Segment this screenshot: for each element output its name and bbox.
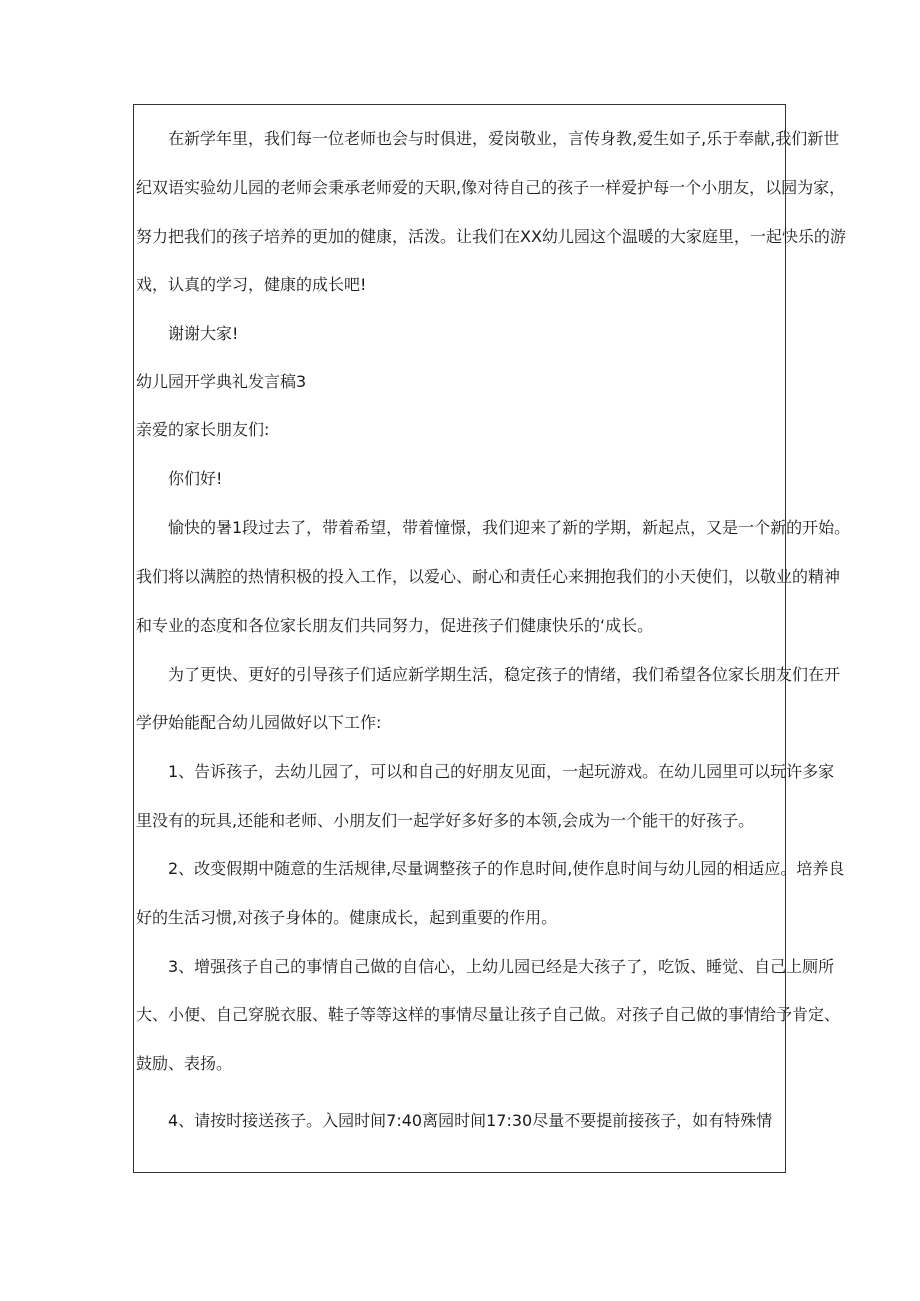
text-line: 和专业的态度和各位家长朋友们共同努力，促进孩子们健康快乐的‘成长。 bbox=[136, 616, 654, 635]
text-line: 学伊始能配合幼儿园做好以下工作: bbox=[136, 713, 382, 732]
section-heading: 幼儿园开学典礼发言稿3 bbox=[136, 372, 307, 391]
list-item-line: 4、请按时接送孩子。入园时间7:40离园时间17:30尽量不要提前接孩子，如有特殊情 bbox=[168, 1111, 773, 1130]
list-item-line: 3、增强孩子自己的事情自己做的自信心，上幼儿园已经是大孩子了，吃饭、睡觉、自己上厕所 bbox=[168, 957, 835, 976]
list-item-line: 好的生活习惯,对孩子身体的。健康成长，起到重要的作用。 bbox=[136, 908, 558, 927]
list-item-line: 里没有的玩具,还能和老师、小朋友们一起学好多好多的本领,会成为一个能干的好孩子。 bbox=[136, 811, 755, 830]
text-line: 为了更快、更好的引导孩子们适应新学期生活，稳定孩子的情绪，我们希望各位家长朋友们在开 bbox=[168, 665, 841, 684]
text-line: 愉快的暑1段过去了，带着希望，带着憧憬，我们迎来了新的学期，新起点，又是一个新的开始。 bbox=[168, 518, 851, 537]
text-line: 纪双语实验幼儿园的老师会秉承老师爱的天职,像对待自己的孩子一样爱护每一个小朋友，以园为家， bbox=[136, 178, 846, 197]
closing-line: 谢谢大家! bbox=[168, 324, 239, 343]
list-item-line: 2、改变假期中随意的生活规律,尽量调整孩子的作息时间,使作息时间与幼儿园的相适应。培养良 bbox=[168, 859, 845, 878]
text-line: 努力把我们的孩子培养的更加的健康，活泼。让我们在XX幼儿园这个温暖的大家庭里，一起快乐的游 bbox=[136, 227, 846, 246]
salutation: 亲爱的家长朋友们: bbox=[136, 420, 270, 439]
list-item-line: 大、小便、自己穿脱衣服、鞋子等等这样的事情尽量让孩子自己做。对孩子自己做的事情给予肯定、 bbox=[136, 1005, 841, 1024]
text-line: 我们将以满腔的热情积极的投入工作，以爱心、耐心和责任心来拥抱我们的小天使们，以敬业的精神 bbox=[136, 567, 841, 586]
greeting: 你们好! bbox=[168, 469, 223, 488]
list-item-line: 鼓励、表扬。 bbox=[136, 1054, 233, 1073]
list-item-line: 1、告诉孩子，去幼儿园了，可以和自己的好朋友见面，一起玩游戏。在幼儿园里可以玩许多家 bbox=[168, 762, 835, 781]
text-line: 在新学年里，我们每一位老师也会与时俱进，爱岗敬业，言传身教,爱生如子,乐于奉献,我们新世 bbox=[168, 129, 840, 148]
text-line: 戏，认真的学习，健康的成长吧! bbox=[136, 275, 367, 294]
